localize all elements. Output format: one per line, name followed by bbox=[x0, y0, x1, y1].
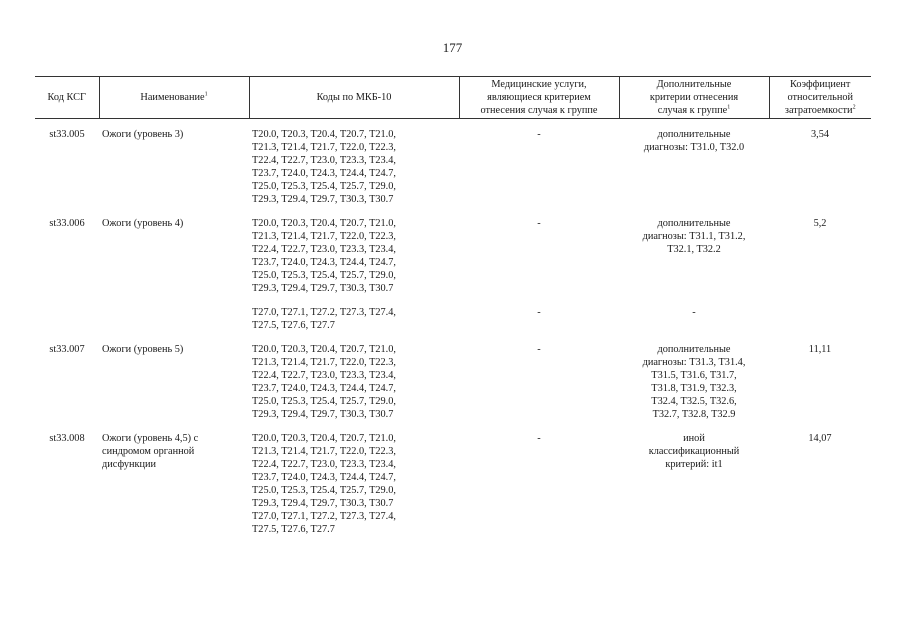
header-mkb: Коды по МКБ-10 bbox=[249, 77, 459, 119]
header-coefficient: Коэффициент относительной затратоемкости$^2$ bbox=[769, 77, 871, 119]
ksg-name: Ожоги (уровень 4) bbox=[102, 218, 184, 229]
medical-services: - bbox=[537, 344, 541, 355]
ksg-code: st33.008 bbox=[49, 433, 85, 444]
mkb-codes: T27.0, T27.1, T27.2, T27.3, T27.4, T27.5, T27.6, T27.7 bbox=[252, 307, 396, 331]
additional-criteria: дополнительные диагнозы: T31.0, T32.0 bbox=[643, 129, 745, 153]
ksg-code bbox=[35, 306, 99, 332]
header-criteria: Дополнительные критерии отнесения случая к группе$^1$ bbox=[619, 77, 769, 119]
medical-services: - bbox=[537, 129, 541, 140]
header-code: Код КСГ bbox=[35, 77, 99, 119]
table-row bbox=[35, 217, 871, 295]
medical-services: - bbox=[537, 218, 541, 229]
ksg-name: Ожоги (уровень 5) bbox=[102, 344, 184, 355]
coefficient: 14,07 bbox=[808, 433, 832, 444]
ksg-name: Ожоги (уровень 3) bbox=[102, 129, 184, 140]
coefficient: 11,11 bbox=[808, 344, 832, 355]
additional-criteria: дополнительные диагнозы: T31.3, T31.4, T31.5, T31.6, T31.7, T31.8, T31.9, T32.3, T32.4, T32.5, T32.6, T32.7, T32.8, T32.9 bbox=[642, 344, 746, 420]
ksg-code: st33.005 bbox=[49, 129, 85, 140]
medical-services: - bbox=[537, 433, 541, 444]
ksg-code: st33.006 bbox=[49, 218, 85, 229]
mkb-codes: T20.0, T20.3, T20.4, T20.7, T21.0, T21.3, T21.4, T21.7, T22.0, T22.3, T22.4, T22.7, T23.0, T23.3, T23.4, T23.7, T24.0, T24.3, T24.4, T24.7, T25.0, T25.3, T25.4, T25.7, T29.0, T29.3, T29.4, T29.7, T30.3, T30.7 bbox=[252, 344, 396, 420]
mkb-codes: T20.0, T20.3, T20.4, T20.7, T21.0, T21.3, T21.4, T21.7, T22.0, T22.3, T22.4, T22.7, T23.0, T23.3, T23.4, T23.7, T24.0, T24.3, T24.4, T24.7, T25.0, T25.3, T25.4, T25.7, T29.0, T29.3, T29.4, T29.7, T30.3, T30.7 bbox=[252, 129, 396, 205]
mkb-codes: T20.0, T20.3, T20.4, T20.7, T21.0, T21.3, T21.4, T21.7, T22.0, T22.3, T22.4, T22.7, T23.0, T23.3, T23.4, T23.7, T24.0, T24.3, T24.4, T24.7, T25.0, T25.3, T25.4, T25.7, T29.0, T29.3, T29.4, T29.7, T30.3, T30.7 T27.0, T27.1, T27.2, T27.3, T27.4, T27.5, T27.6, T27.7 bbox=[252, 433, 396, 535]
header-name: Наименование$^1$ bbox=[99, 77, 249, 119]
footnote-mark: 1 bbox=[204, 91, 208, 98]
table-row bbox=[35, 306, 871, 332]
additional-criteria: дополнительные диагнозы: T31.1, T31.2, T32.1, T32.2 bbox=[642, 218, 746, 255]
ksg-code: st33.007 bbox=[49, 344, 85, 355]
ksg-name: Ожоги (уровень 4,5) с синдромом органной дисфункции bbox=[102, 433, 199, 470]
header-services: Медицинские услуги, являющиеся критерием отнесения случая к группе bbox=[459, 77, 619, 119]
footnote-mark: 2 bbox=[852, 104, 856, 111]
coefficient bbox=[769, 306, 871, 332]
additional-criteria: - bbox=[692, 307, 696, 318]
additional-criteria: иной классификационный критерий: it1 bbox=[648, 433, 740, 470]
coefficient: 3,54 bbox=[810, 129, 830, 140]
coefficient: 5,2 bbox=[813, 218, 827, 229]
table-row bbox=[35, 343, 871, 421]
ksg-table bbox=[35, 76, 871, 536]
page-number: 177 bbox=[442, 40, 463, 55]
table-body bbox=[35, 119, 871, 537]
table-header-row bbox=[35, 77, 871, 119]
table-row bbox=[35, 128, 871, 206]
footnote-mark: 1 bbox=[727, 104, 731, 111]
medical-services: - bbox=[537, 307, 541, 318]
mkb-codes: T20.0, T20.3, T20.4, T20.7, T21.0, T21.3, T21.4, T21.7, T22.0, T22.3, T22.4, T22.7, T23.0, T23.3, T23.4, T23.7, T24.0, T24.3, T24.4, T24.7, T25.0, T25.3, T25.4, T25.7, T29.0, T29.3, T29.4, T29.7, T30.3, T30.7 bbox=[252, 218, 396, 294]
ksg-name bbox=[99, 306, 249, 332]
table-row bbox=[35, 432, 871, 536]
